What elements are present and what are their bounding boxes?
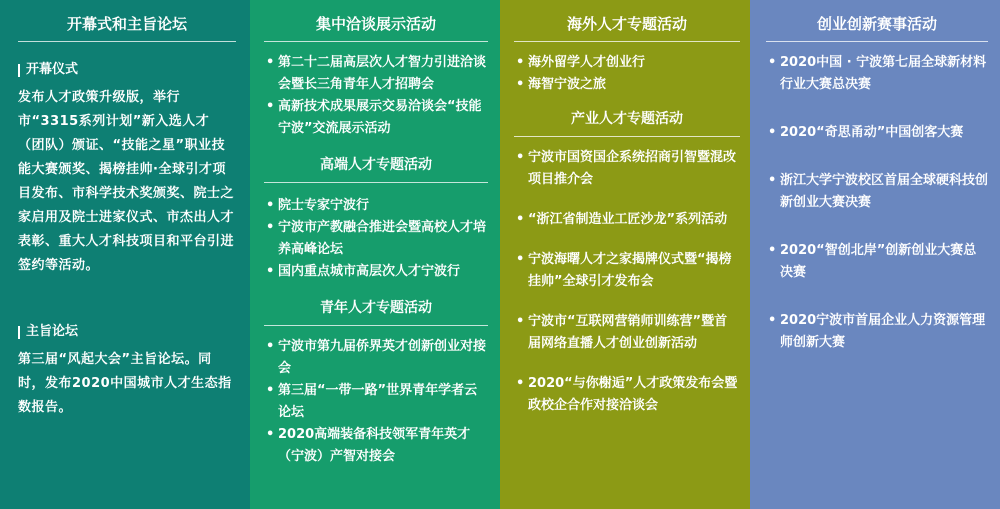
list-item: • 2020宁波市首届企业人力资源管理师创新大赛 bbox=[766, 310, 988, 354]
section-heading-opening bbox=[18, 60, 236, 80]
divider bbox=[264, 182, 488, 183]
column-title: 集中洽谈展示活动 bbox=[315, 15, 436, 33]
divider bbox=[766, 41, 988, 42]
opening-column bbox=[0, 0, 250, 509]
subsection-title: 产业人才专题活动 bbox=[571, 111, 683, 127]
list-item: • 2020“奇思甬动”中国创客大赛 bbox=[766, 122, 988, 144]
list-item: • 第三届“一带一路”世界青年学者云论坛 bbox=[264, 380, 488, 424]
divider bbox=[514, 136, 740, 137]
youth-list bbox=[264, 336, 488, 468]
column-title: 开幕式和主旨论坛 bbox=[66, 15, 187, 33]
section-heading-text: 主旨论坛 bbox=[26, 324, 79, 339]
list-item: • 海智宁波之旅 bbox=[514, 74, 740, 96]
list-item: • 宁波市“互联网营销师训练营”暨首届网络直播人才创业创新活动 bbox=[514, 311, 740, 355]
subsection-title: 高端人才专题活动 bbox=[320, 157, 432, 173]
section-heading-forum bbox=[18, 322, 236, 342]
list-item: • “浙江省制造业工匠沙龙”系列活动 bbox=[514, 209, 740, 231]
list-item: • 宁波海曙人才之家揭牌仪式暨“揭榜挂帅”全球引才发布会 bbox=[514, 249, 740, 293]
list-item: • 院士专家宁波行 bbox=[264, 195, 488, 217]
talks-column bbox=[250, 0, 500, 509]
list-item: • 2020高端装备科技领军青年英才（宁波）产智对接会 bbox=[264, 424, 488, 468]
column-title: 创业创新赛事活动 bbox=[816, 15, 937, 33]
list-item: • 宁波市产教融合推进会暨高校人才培养高峰论坛 bbox=[264, 217, 488, 261]
list-item: • 海外留学人才创业行 bbox=[514, 52, 740, 74]
divider bbox=[514, 41, 740, 42]
overseas-list bbox=[514, 52, 740, 96]
list-item: • 2020中国 · 宁波第七届全球新材料行业大赛总决赛 bbox=[766, 52, 988, 96]
list-item: • 浙江大学宁波校区首届全球硬科技创新创业大赛决赛 bbox=[766, 170, 988, 214]
list-item: • 第二十二届高层次人才智力引进洽谈会暨长三角青年人才招聘会 bbox=[264, 52, 488, 96]
column-title: 海外人才专题活动 bbox=[566, 15, 687, 33]
list-item: • 高新技术成果展示交易洽谈会“技能宁波”交流展示活动 bbox=[264, 96, 488, 140]
high-end-list bbox=[264, 195, 488, 283]
divider bbox=[18, 41, 236, 42]
heading-bar bbox=[18, 326, 20, 339]
forum-description: 第三届“风起大会”主旨论坛。同时，发布2020中国城市人才生态指数报告。 bbox=[18, 352, 232, 415]
heading-bar bbox=[18, 64, 20, 77]
competition-column bbox=[750, 0, 1000, 509]
list-item: • 2020“与你榭逅”人才政策发布会暨政校企合作对接洽谈会 bbox=[514, 373, 740, 417]
competition-list bbox=[766, 52, 988, 354]
overseas-column bbox=[500, 0, 750, 509]
list-item: • 宁波市国资国企系统招商引智暨混改项目推介会 bbox=[514, 147, 740, 191]
list-item: • 国内重点城市高层次人才宁波行 bbox=[264, 261, 488, 283]
divider bbox=[264, 41, 488, 42]
list-item: • 2020“智创北岸”创新创业大赛总决赛 bbox=[766, 240, 988, 284]
subsection-title: 青年人才专题活动 bbox=[320, 300, 432, 316]
industry-list bbox=[514, 147, 740, 417]
opening-description: 发布人才政策升级版，举行市“3315系列计划”新入选人才（团队）颁证、“技能之星”职业技能大赛颁奖、揭榜挂帅·全球引才项目发布、市科学技术奖颁奖、院士之家启用及院士进家仪式、市杰出人才表彰、重大人才科技项目和平台引进签约等活动。 bbox=[18, 90, 235, 273]
talks-list bbox=[264, 52, 488, 140]
list-item: • 宁波市第九届侨界英才创新创业对接会 bbox=[264, 336, 488, 380]
divider bbox=[264, 325, 488, 326]
section-heading-text: 开幕仪式 bbox=[26, 62, 79, 77]
